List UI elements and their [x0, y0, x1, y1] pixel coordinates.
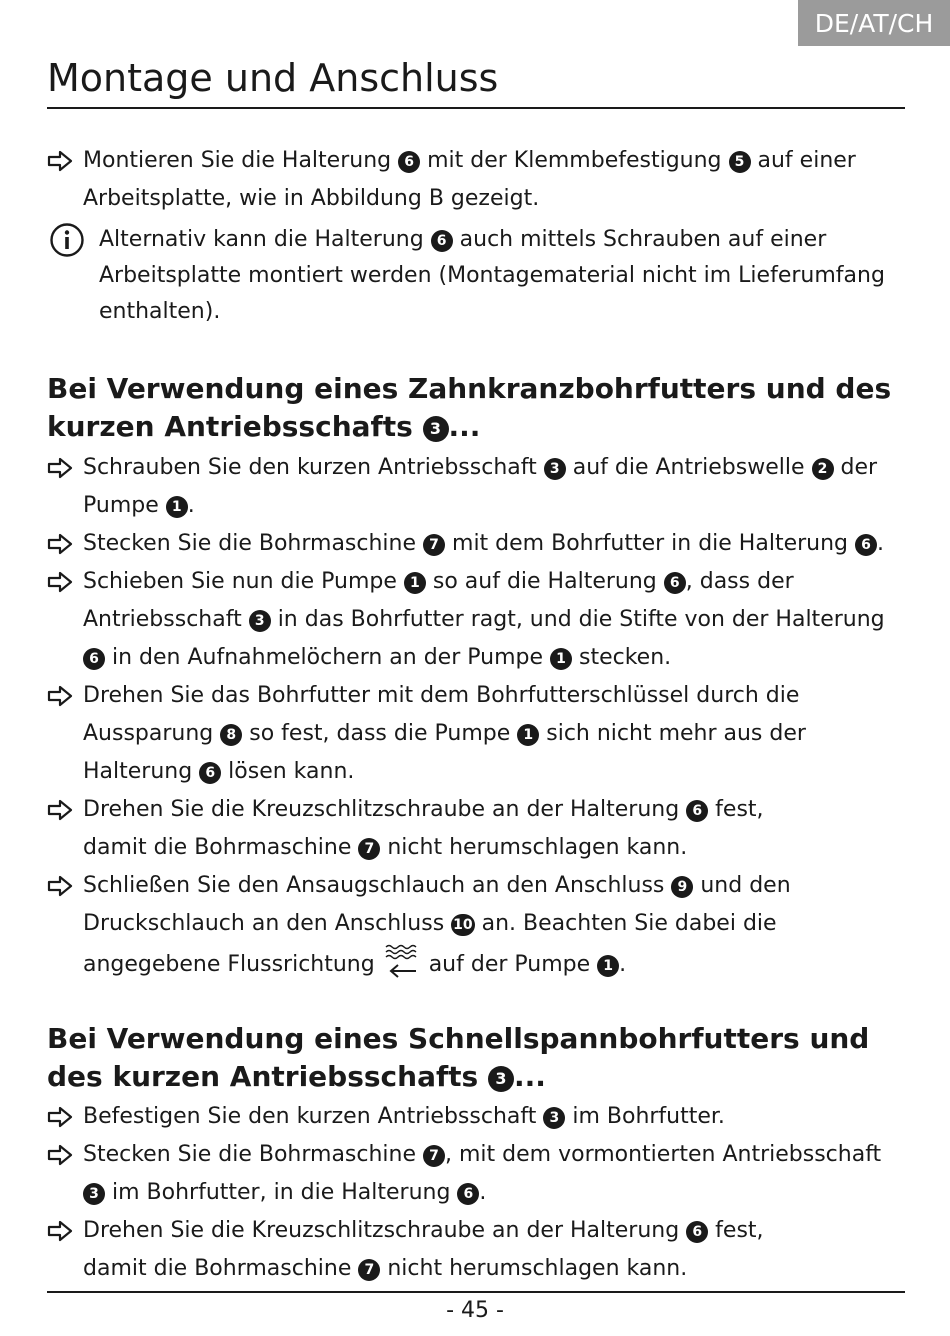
section-heading-quick-chuck: Bei Verwendung eines Schnellspannbohrfutters und des kurzen Antriebsschafts 3 ...: [47, 1022, 870, 1093]
ref-number: 6: [199, 762, 221, 784]
arrow-right-icon: [47, 1220, 73, 1242]
ref-number: 7: [358, 1259, 380, 1281]
section1-steps: [47, 449, 907, 984]
footer-divider: [47, 1291, 905, 1293]
info-text: Alternativ kann die Halterung 6 auch mittels Schrauben auf einer Arbeitsplatte montiert werden (Montagematerial nicht im Lieferumfang enthalten).: [99, 227, 885, 324]
ref-number: 3: [488, 1066, 514, 1092]
arrow-right-icon: [47, 799, 73, 821]
ref-number: 9: [671, 876, 693, 898]
section2-steps: [47, 1098, 907, 1288]
step-tighten-screw: Drehen Sie die Kreuzschlitzschraube an der Halterung 6 fest, damit die Bohrmaschine 7 nicht herumschlagen kann.: [47, 791, 907, 867]
ref-number: 7: [358, 838, 380, 860]
ref-number: 2: [812, 458, 834, 480]
ref-number: 6: [457, 1183, 479, 1205]
ref-number: 3: [543, 1107, 565, 1129]
ref-number: 7: [423, 534, 445, 556]
ref-number: 8: [220, 724, 242, 746]
arrow-right-icon: [47, 533, 73, 555]
flow-direction-icon: [382, 943, 422, 981]
ref-number: 3: [83, 1183, 105, 1205]
info-icon: [49, 222, 85, 258]
page-number: - 45 -: [446, 1298, 504, 1323]
ref-number: 3: [423, 416, 449, 442]
step-attach-shaft: Befestigen Sie den kurzen Antriebsschaft 3 im Bohrfutter.: [47, 1098, 907, 1136]
ref-number: 1: [166, 496, 188, 518]
ref-number: 5: [729, 151, 751, 173]
ref-number: 6: [664, 572, 686, 594]
ref-number: 1: [404, 572, 426, 594]
ref-number: 6: [398, 151, 420, 173]
ref-number: 10: [451, 914, 474, 936]
step-mount-bracket: Montieren Sie die Halterung 6 mit der Klemmbefestigung 5 auf einer Arbeitsplatte, wie in Abbildung B gezeigt.: [47, 142, 943, 218]
page-title: Montage und Anschluss: [47, 56, 499, 100]
arrow-right-icon: [47, 685, 73, 707]
arrow-right-icon: [47, 457, 73, 479]
step-connect-hoses: Schließen Sie den Ansaugschlauch an den Anschluss 9 und den Druckschlauch an den Anschluss 10 an. Beachten Sie dabei die angegebene Flussrichtung auf der Pumpe 1 .: [47, 867, 907, 984]
step-screw-shaft: Schrauben Sie den kurzen Antriebsschaft 3 auf die Antriebswelle 2 der Pumpe 1 .: [47, 449, 907, 525]
step-tighten-screw-quick: Drehen Sie die Kreuzschlitzschraube an der Halterung 6 fest, damit die Bohrmaschine 7 nicht herumschlagen kann.: [47, 1212, 907, 1288]
step-slide-pump: Schieben Sie nun die Pumpe 1 so auf die Halterung 6 , dass der Antriebsschaft 3 in das Bohrfutter ragt, und die Stifte von der Halterung 6 in den Aufnahmelöchern an der Pumpe 1 stecken.: [47, 563, 907, 677]
ref-number: 6: [686, 800, 708, 822]
arrow-right-icon: [47, 571, 73, 593]
language-tag: DE/AT/CH: [798, 0, 950, 46]
title-divider: [47, 107, 905, 109]
step-insert-drill-quick: Stecken Sie die Bohrmaschine 7 , mit dem vormontierten Antriebsschaft 3 im Bohrfutter, in die Halterung 6 .: [47, 1136, 907, 1212]
ref-number: 6: [431, 230, 453, 252]
ref-number: 3: [249, 610, 271, 632]
ref-number: 7: [423, 1145, 445, 1167]
ref-number: 1: [550, 648, 572, 670]
step-insert-drill: Stecken Sie die Bohrmaschine 7 mit dem Bohrfutter in die Halterung 6 .: [47, 525, 907, 563]
arrow-right-icon: [47, 1106, 73, 1128]
arrow-right-icon: [47, 150, 73, 172]
step-tighten-chuck: Drehen Sie das Bohrfutter mit dem Bohrfutterschlüssel durch die Aussparung 8 so fest, dass die Pumpe 1 sich nicht mehr aus der Halterung 6 lösen kann.: [47, 677, 907, 791]
ref-number: 3: [544, 458, 566, 480]
arrow-right-icon: [47, 1144, 73, 1166]
section-heading-gear-chuck: Bei Verwendung eines Zahnkranzbohrfutters und des kurzen Antriebsschafts 3 ...: [47, 372, 892, 443]
ref-number: 6: [855, 534, 877, 556]
ref-number: 6: [83, 648, 105, 670]
ref-number: 1: [597, 955, 619, 977]
arrow-right-icon: [47, 875, 73, 897]
ref-number: 6: [686, 1221, 708, 1243]
info-note: [47, 222, 907, 330]
ref-number: 1: [517, 724, 539, 746]
